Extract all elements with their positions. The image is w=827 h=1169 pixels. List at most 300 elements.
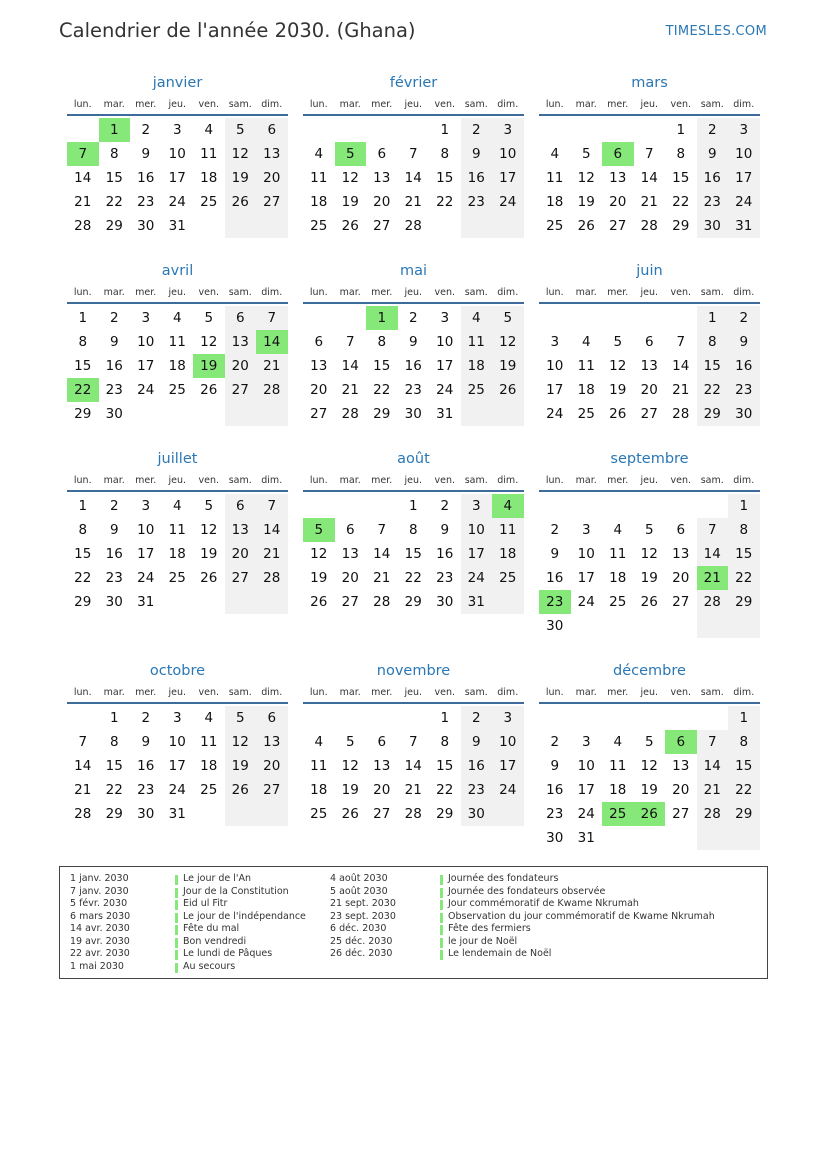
- day-cell[interactable]: 17: [492, 754, 524, 778]
- day-cell[interactable]: 7: [408, 734, 418, 750]
- day-cell[interactable]: 14: [341, 358, 359, 374]
- day-cell[interactable]: 20: [225, 542, 257, 566]
- day-cell[interactable]: 15: [436, 758, 454, 774]
- day-cell[interactable]: 12: [640, 758, 658, 774]
- day-cell[interactable]: 29: [373, 406, 391, 422]
- day-cell[interactable]: 18: [310, 782, 328, 798]
- day-cell[interactable]: 16: [546, 570, 564, 586]
- day-cell[interactable]: 5: [303, 518, 335, 542]
- day-cell[interactable]: 6: [602, 142, 634, 166]
- day-cell[interactable]: 5: [581, 146, 591, 162]
- day-cell[interactable]: 4: [314, 146, 324, 162]
- day-cell[interactable]: 7: [67, 142, 99, 166]
- day-cell[interactable]: 6: [314, 334, 324, 350]
- day-cell[interactable]: 8: [408, 522, 418, 538]
- day-cell[interactable]: 4: [172, 498, 182, 514]
- day-cell[interactable]: 24: [137, 382, 155, 398]
- day-cell[interactable]: 22: [728, 778, 760, 802]
- day-cell[interactable]: 24: [546, 406, 564, 422]
- day-cell[interactable]: 12: [200, 522, 218, 538]
- day-cell[interactable]: 7: [697, 730, 729, 754]
- day-cell[interactable]: 1: [99, 118, 131, 142]
- day-cell[interactable]: 8: [78, 334, 88, 350]
- day-cell[interactable]: 12: [609, 358, 627, 374]
- day-cell[interactable]: 6: [345, 522, 355, 538]
- day-cell[interactable]: 3: [141, 310, 151, 326]
- day-cell[interactable]: 15: [105, 170, 123, 186]
- day-cell[interactable]: 3: [728, 118, 760, 142]
- day-cell[interactable]: 31: [728, 214, 760, 238]
- day-cell[interactable]: 9: [461, 730, 493, 754]
- day-cell[interactable]: 15: [74, 546, 92, 562]
- day-cell[interactable]: 11: [492, 518, 524, 542]
- day-cell[interactable]: 9: [461, 142, 493, 166]
- day-cell[interactable]: 15: [373, 358, 391, 374]
- day-cell[interactable]: 14: [640, 170, 658, 186]
- day-cell[interactable]: 28: [256, 378, 288, 402]
- day-cell[interactable]: 26: [200, 570, 218, 586]
- day-cell[interactable]: 2: [550, 734, 560, 750]
- day-cell[interactable]: 2: [728, 306, 760, 330]
- day-cell[interactable]: 3: [581, 522, 591, 538]
- day-cell[interactable]: 1: [366, 306, 398, 330]
- day-cell[interactable]: 17: [168, 170, 186, 186]
- day-cell[interactable]: 28: [697, 802, 729, 826]
- day-cell[interactable]: 11: [609, 758, 627, 774]
- day-cell[interactable]: 7: [644, 146, 654, 162]
- day-cell[interactable]: 20: [672, 782, 690, 798]
- day-cell[interactable]: 25: [200, 782, 218, 798]
- day-cell[interactable]: 29: [404, 594, 422, 610]
- day-cell[interactable]: 19: [492, 354, 524, 378]
- day-cell[interactable]: 27: [609, 218, 627, 234]
- day-cell[interactable]: 29: [74, 594, 92, 610]
- day-cell[interactable]: 18: [310, 194, 328, 210]
- day-cell[interactable]: 7: [676, 334, 686, 350]
- day-cell[interactable]: 22: [436, 782, 454, 798]
- day-cell[interactable]: 12: [225, 730, 257, 754]
- day-cell[interactable]: 7: [78, 734, 88, 750]
- day-cell[interactable]: 5: [644, 734, 654, 750]
- day-cell[interactable]: 2: [697, 118, 729, 142]
- day-cell[interactable]: 5: [204, 310, 214, 326]
- day-cell[interactable]: 18: [168, 546, 186, 562]
- day-cell[interactable]: 31: [137, 594, 155, 610]
- day-cell[interactable]: 12: [310, 546, 328, 562]
- day-cell[interactable]: 26: [225, 190, 257, 214]
- day-cell[interactable]: 4: [613, 522, 623, 538]
- day-cell[interactable]: 21: [373, 570, 391, 586]
- day-cell[interactable]: 22: [74, 570, 92, 586]
- day-cell[interactable]: 25: [492, 566, 524, 590]
- day-cell[interactable]: 14: [256, 330, 288, 354]
- day-cell[interactable]: 8: [697, 330, 729, 354]
- day-cell[interactable]: 18: [609, 782, 627, 798]
- day-cell[interactable]: 30: [404, 406, 422, 422]
- day-cell[interactable]: 28: [672, 406, 690, 422]
- day-cell[interactable]: 26: [200, 382, 218, 398]
- day-cell[interactable]: 31: [168, 218, 186, 234]
- day-cell[interactable]: 9: [141, 146, 151, 162]
- day-cell[interactable]: 21: [74, 194, 92, 210]
- day-cell[interactable]: 10: [577, 546, 595, 562]
- day-cell[interactable]: 11: [168, 334, 186, 350]
- day-cell[interactable]: 8: [440, 734, 450, 750]
- day-cell[interactable]: 13: [373, 758, 391, 774]
- day-cell[interactable]: 12: [640, 546, 658, 562]
- day-cell[interactable]: 10: [137, 522, 155, 538]
- day-cell[interactable]: 8: [728, 518, 760, 542]
- day-cell[interactable]: 18: [200, 758, 218, 774]
- day-cell[interactable]: 30: [728, 402, 760, 426]
- day-cell[interactable]: 2: [109, 310, 119, 326]
- day-cell[interactable]: 13: [341, 546, 359, 562]
- day-cell[interactable]: 30: [546, 830, 564, 846]
- day-cell[interactable]: 13: [640, 358, 658, 374]
- day-cell[interactable]: 16: [105, 358, 123, 374]
- day-cell[interactable]: 23: [539, 590, 571, 614]
- day-cell[interactable]: 17: [728, 166, 760, 190]
- day-cell[interactable]: 25: [546, 218, 564, 234]
- day-cell[interactable]: 10: [546, 358, 564, 374]
- day-cell[interactable]: 15: [74, 358, 92, 374]
- day-cell[interactable]: 13: [672, 758, 690, 774]
- day-cell[interactable]: 20: [225, 354, 257, 378]
- day-cell[interactable]: 24: [492, 190, 524, 214]
- day-cell[interactable]: 11: [200, 734, 218, 750]
- day-cell[interactable]: 12: [341, 170, 359, 186]
- day-cell[interactable]: 21: [256, 354, 288, 378]
- day-cell[interactable]: 5: [345, 734, 355, 750]
- day-cell[interactable]: 2: [408, 310, 418, 326]
- day-cell[interactable]: 28: [256, 566, 288, 590]
- day-cell[interactable]: 22: [67, 378, 99, 402]
- day-cell[interactable]: 14: [697, 542, 729, 566]
- day-cell[interactable]: 17: [137, 546, 155, 562]
- brand-link[interactable]: TIMESLES.COM: [665, 24, 767, 39]
- day-cell[interactable]: 3: [550, 334, 560, 350]
- day-cell[interactable]: 11: [546, 170, 564, 186]
- day-cell[interactable]: 1: [728, 706, 760, 730]
- day-cell[interactable]: 14: [74, 170, 92, 186]
- day-cell[interactable]: 24: [461, 566, 493, 590]
- day-cell[interactable]: 25: [168, 382, 186, 398]
- day-cell[interactable]: 15: [105, 758, 123, 774]
- day-cell[interactable]: 23: [728, 378, 760, 402]
- day-cell[interactable]: 13: [310, 358, 328, 374]
- day-cell[interactable]: 8: [676, 146, 686, 162]
- day-cell[interactable]: 7: [256, 494, 288, 518]
- day-cell[interactable]: 22: [105, 194, 123, 210]
- day-cell[interactable]: 28: [404, 218, 422, 234]
- day-cell[interactable]: 26: [634, 802, 666, 826]
- day-cell[interactable]: 4: [550, 146, 560, 162]
- day-cell[interactable]: 15: [728, 754, 760, 778]
- day-cell[interactable]: 23: [436, 570, 454, 586]
- day-cell[interactable]: 22: [373, 382, 391, 398]
- day-cell[interactable]: 17: [492, 166, 524, 190]
- day-cell[interactable]: 9: [408, 334, 418, 350]
- day-cell[interactable]: 3: [581, 734, 591, 750]
- day-cell[interactable]: 18: [546, 194, 564, 210]
- day-cell[interactable]: 24: [168, 782, 186, 798]
- day-cell[interactable]: 12: [341, 758, 359, 774]
- day-cell[interactable]: 20: [373, 782, 391, 798]
- day-cell[interactable]: 15: [436, 170, 454, 186]
- day-cell[interactable]: 26: [609, 406, 627, 422]
- day-cell[interactable]: 6: [377, 734, 387, 750]
- day-cell[interactable]: 28: [404, 806, 422, 822]
- day-cell[interactable]: 11: [310, 170, 328, 186]
- day-cell[interactable]: 30: [436, 594, 454, 610]
- day-cell[interactable]: 28: [373, 594, 391, 610]
- day-cell[interactable]: 27: [256, 778, 288, 802]
- day-cell[interactable]: 6: [377, 146, 387, 162]
- day-cell[interactable]: 24: [436, 382, 454, 398]
- day-cell[interactable]: 21: [256, 542, 288, 566]
- day-cell[interactable]: 25: [200, 194, 218, 210]
- day-cell[interactable]: 21: [672, 382, 690, 398]
- day-cell[interactable]: 27: [373, 218, 391, 234]
- day-cell[interactable]: 17: [137, 358, 155, 374]
- day-cell[interactable]: 5: [225, 706, 257, 730]
- day-cell[interactable]: 2: [461, 706, 493, 730]
- day-cell[interactable]: 17: [436, 358, 454, 374]
- day-cell[interactable]: 8: [109, 146, 119, 162]
- day-cell[interactable]: 19: [577, 194, 595, 210]
- day-cell[interactable]: 13: [256, 730, 288, 754]
- day-cell[interactable]: 25: [310, 806, 328, 822]
- day-cell[interactable]: 21: [74, 782, 92, 798]
- day-cell[interactable]: 20: [310, 382, 328, 398]
- day-cell[interactable]: 23: [404, 382, 422, 398]
- day-cell[interactable]: 4: [172, 310, 182, 326]
- day-cell[interactable]: 23: [546, 806, 564, 822]
- day-cell[interactable]: 30: [697, 214, 729, 238]
- day-cell[interactable]: 16: [404, 358, 422, 374]
- day-cell[interactable]: 18: [200, 170, 218, 186]
- day-cell[interactable]: 24: [492, 778, 524, 802]
- day-cell[interactable]: 11: [200, 146, 218, 162]
- day-cell[interactable]: 14: [672, 358, 690, 374]
- day-cell[interactable]: 1: [440, 710, 450, 726]
- day-cell[interactable]: 20: [256, 166, 288, 190]
- day-cell[interactable]: 6: [225, 306, 257, 330]
- day-cell[interactable]: 13: [256, 142, 288, 166]
- day-cell[interactable]: 4: [204, 710, 214, 726]
- day-cell[interactable]: 7: [377, 522, 387, 538]
- day-cell[interactable]: 29: [436, 806, 454, 822]
- day-cell[interactable]: 16: [461, 166, 493, 190]
- day-cell[interactable]: 6: [665, 730, 697, 754]
- day-cell[interactable]: 3: [440, 310, 450, 326]
- day-cell[interactable]: 26: [341, 806, 359, 822]
- day-cell[interactable]: 11: [577, 358, 595, 374]
- day-cell[interactable]: 27: [672, 594, 690, 610]
- day-cell[interactable]: 18: [492, 542, 524, 566]
- day-cell[interactable]: 17: [168, 758, 186, 774]
- day-cell[interactable]: 5: [204, 498, 214, 514]
- day-cell[interactable]: 10: [492, 730, 524, 754]
- day-cell[interactable]: 19: [609, 382, 627, 398]
- day-cell[interactable]: 5: [613, 334, 623, 350]
- day-cell[interactable]: 22: [672, 194, 690, 210]
- day-cell[interactable]: 31: [436, 406, 454, 422]
- day-cell[interactable]: 6: [644, 334, 654, 350]
- day-cell[interactable]: 9: [550, 758, 560, 774]
- day-cell[interactable]: 15: [672, 170, 690, 186]
- day-cell[interactable]: 6: [676, 522, 686, 538]
- day-cell[interactable]: 3: [172, 122, 182, 138]
- day-cell[interactable]: 14: [256, 518, 288, 542]
- day-cell[interactable]: 27: [341, 594, 359, 610]
- day-cell[interactable]: 8: [377, 334, 387, 350]
- day-cell[interactable]: 16: [137, 758, 155, 774]
- day-cell[interactable]: 19: [640, 782, 658, 798]
- day-cell[interactable]: 8: [78, 522, 88, 538]
- day-cell[interactable]: 31: [577, 830, 595, 846]
- day-cell[interactable]: 26: [640, 594, 658, 610]
- day-cell[interactable]: 26: [310, 594, 328, 610]
- day-cell[interactable]: 3: [492, 118, 524, 142]
- day-cell[interactable]: 15: [697, 354, 729, 378]
- day-cell[interactable]: 5: [335, 142, 367, 166]
- day-cell[interactable]: 27: [640, 406, 658, 422]
- day-cell[interactable]: 23: [105, 570, 123, 586]
- day-cell[interactable]: 18: [461, 354, 493, 378]
- day-cell[interactable]: 30: [137, 218, 155, 234]
- day-cell[interactable]: 24: [728, 190, 760, 214]
- day-cell[interactable]: 14: [404, 758, 422, 774]
- day-cell[interactable]: 20: [256, 754, 288, 778]
- day-cell[interactable]: 15: [404, 546, 422, 562]
- day-cell[interactable]: 20: [373, 194, 391, 210]
- day-cell[interactable]: 13: [225, 330, 257, 354]
- day-cell[interactable]: 12: [492, 330, 524, 354]
- day-cell[interactable]: 22: [404, 570, 422, 586]
- day-cell[interactable]: 4: [461, 306, 493, 330]
- day-cell[interactable]: 24: [577, 806, 595, 822]
- day-cell[interactable]: 29: [74, 406, 92, 422]
- day-cell[interactable]: 6: [256, 706, 288, 730]
- day-cell[interactable]: 6: [256, 118, 288, 142]
- day-cell[interactable]: 30: [137, 806, 155, 822]
- day-cell[interactable]: 29: [697, 402, 729, 426]
- day-cell[interactable]: 27: [672, 806, 690, 822]
- day-cell[interactable]: 29: [728, 590, 760, 614]
- day-cell[interactable]: 19: [225, 166, 257, 190]
- day-cell[interactable]: 7: [408, 146, 418, 162]
- day-cell[interactable]: 10: [577, 758, 595, 774]
- day-cell[interactable]: 3: [172, 710, 182, 726]
- day-cell[interactable]: 22: [697, 378, 729, 402]
- day-cell[interactable]: 21: [640, 194, 658, 210]
- day-cell[interactable]: 21: [404, 194, 422, 210]
- day-cell[interactable]: 13: [225, 518, 257, 542]
- day-cell[interactable]: 18: [609, 570, 627, 586]
- day-cell[interactable]: 18: [168, 358, 186, 374]
- day-cell[interactable]: 30: [461, 802, 493, 826]
- day-cell[interactable]: 11: [609, 546, 627, 562]
- day-cell[interactable]: 10: [168, 146, 186, 162]
- day-cell[interactable]: 9: [109, 522, 119, 538]
- day-cell[interactable]: 27: [373, 806, 391, 822]
- day-cell[interactable]: 4: [613, 734, 623, 750]
- day-cell[interactable]: 1: [676, 122, 686, 138]
- day-cell[interactable]: 28: [640, 218, 658, 234]
- day-cell[interactable]: 9: [728, 330, 760, 354]
- day-cell[interactable]: 27: [310, 406, 328, 422]
- day-cell[interactable]: 20: [609, 194, 627, 210]
- day-cell[interactable]: 8: [109, 734, 119, 750]
- day-cell[interactable]: 19: [310, 570, 328, 586]
- day-cell[interactable]: 25: [168, 570, 186, 586]
- day-cell[interactable]: 20: [640, 382, 658, 398]
- day-cell[interactable]: 14: [697, 754, 729, 778]
- day-cell[interactable]: 17: [546, 382, 564, 398]
- day-cell[interactable]: 29: [105, 218, 123, 234]
- day-cell[interactable]: 28: [697, 590, 729, 614]
- day-cell[interactable]: 26: [492, 378, 524, 402]
- day-cell[interactable]: 5: [225, 118, 257, 142]
- day-cell[interactable]: 23: [137, 782, 155, 798]
- day-cell[interactable]: 10: [436, 334, 454, 350]
- day-cell[interactable]: 1: [728, 494, 760, 518]
- day-cell[interactable]: 9: [141, 734, 151, 750]
- day-cell[interactable]: 10: [461, 518, 493, 542]
- day-cell[interactable]: 19: [193, 354, 225, 378]
- day-cell[interactable]: 10: [168, 734, 186, 750]
- day-cell[interactable]: 28: [74, 218, 92, 234]
- day-cell[interactable]: 10: [728, 142, 760, 166]
- day-cell[interactable]: 4: [581, 334, 591, 350]
- day-cell[interactable]: 7: [697, 518, 729, 542]
- day-cell[interactable]: 19: [200, 546, 218, 562]
- day-cell[interactable]: 4: [314, 734, 324, 750]
- day-cell[interactable]: 15: [728, 542, 760, 566]
- day-cell[interactable]: 8: [440, 146, 450, 162]
- day-cell[interactable]: 10: [137, 334, 155, 350]
- day-cell[interactable]: 2: [141, 122, 151, 138]
- day-cell[interactable]: 7: [345, 334, 355, 350]
- day-cell[interactable]: 17: [577, 782, 595, 798]
- day-cell[interactable]: 16: [105, 546, 123, 562]
- day-cell[interactable]: 12: [225, 142, 257, 166]
- day-cell[interactable]: 3: [492, 706, 524, 730]
- day-cell[interactable]: 14: [373, 546, 391, 562]
- day-cell[interactable]: 9: [440, 522, 450, 538]
- day-cell[interactable]: 9: [697, 142, 729, 166]
- day-cell[interactable]: 13: [373, 170, 391, 186]
- day-cell[interactable]: 30: [546, 618, 564, 634]
- day-cell[interactable]: 25: [577, 406, 595, 422]
- day-cell[interactable]: 1: [697, 306, 729, 330]
- day-cell[interactable]: 23: [697, 190, 729, 214]
- day-cell[interactable]: 16: [546, 782, 564, 798]
- day-cell[interactable]: 28: [341, 406, 359, 422]
- day-cell[interactable]: 12: [577, 170, 595, 186]
- day-cell[interactable]: 1: [78, 310, 88, 326]
- day-cell[interactable]: 23: [137, 194, 155, 210]
- day-cell[interactable]: 5: [644, 522, 654, 538]
- day-cell[interactable]: 1: [408, 498, 418, 514]
- day-cell[interactable]: 20: [341, 570, 359, 586]
- day-cell[interactable]: 26: [577, 218, 595, 234]
- day-cell[interactable]: 1: [78, 498, 88, 514]
- day-cell[interactable]: 1: [109, 710, 119, 726]
- day-cell[interactable]: 16: [697, 166, 729, 190]
- day-cell[interactable]: 20: [672, 570, 690, 586]
